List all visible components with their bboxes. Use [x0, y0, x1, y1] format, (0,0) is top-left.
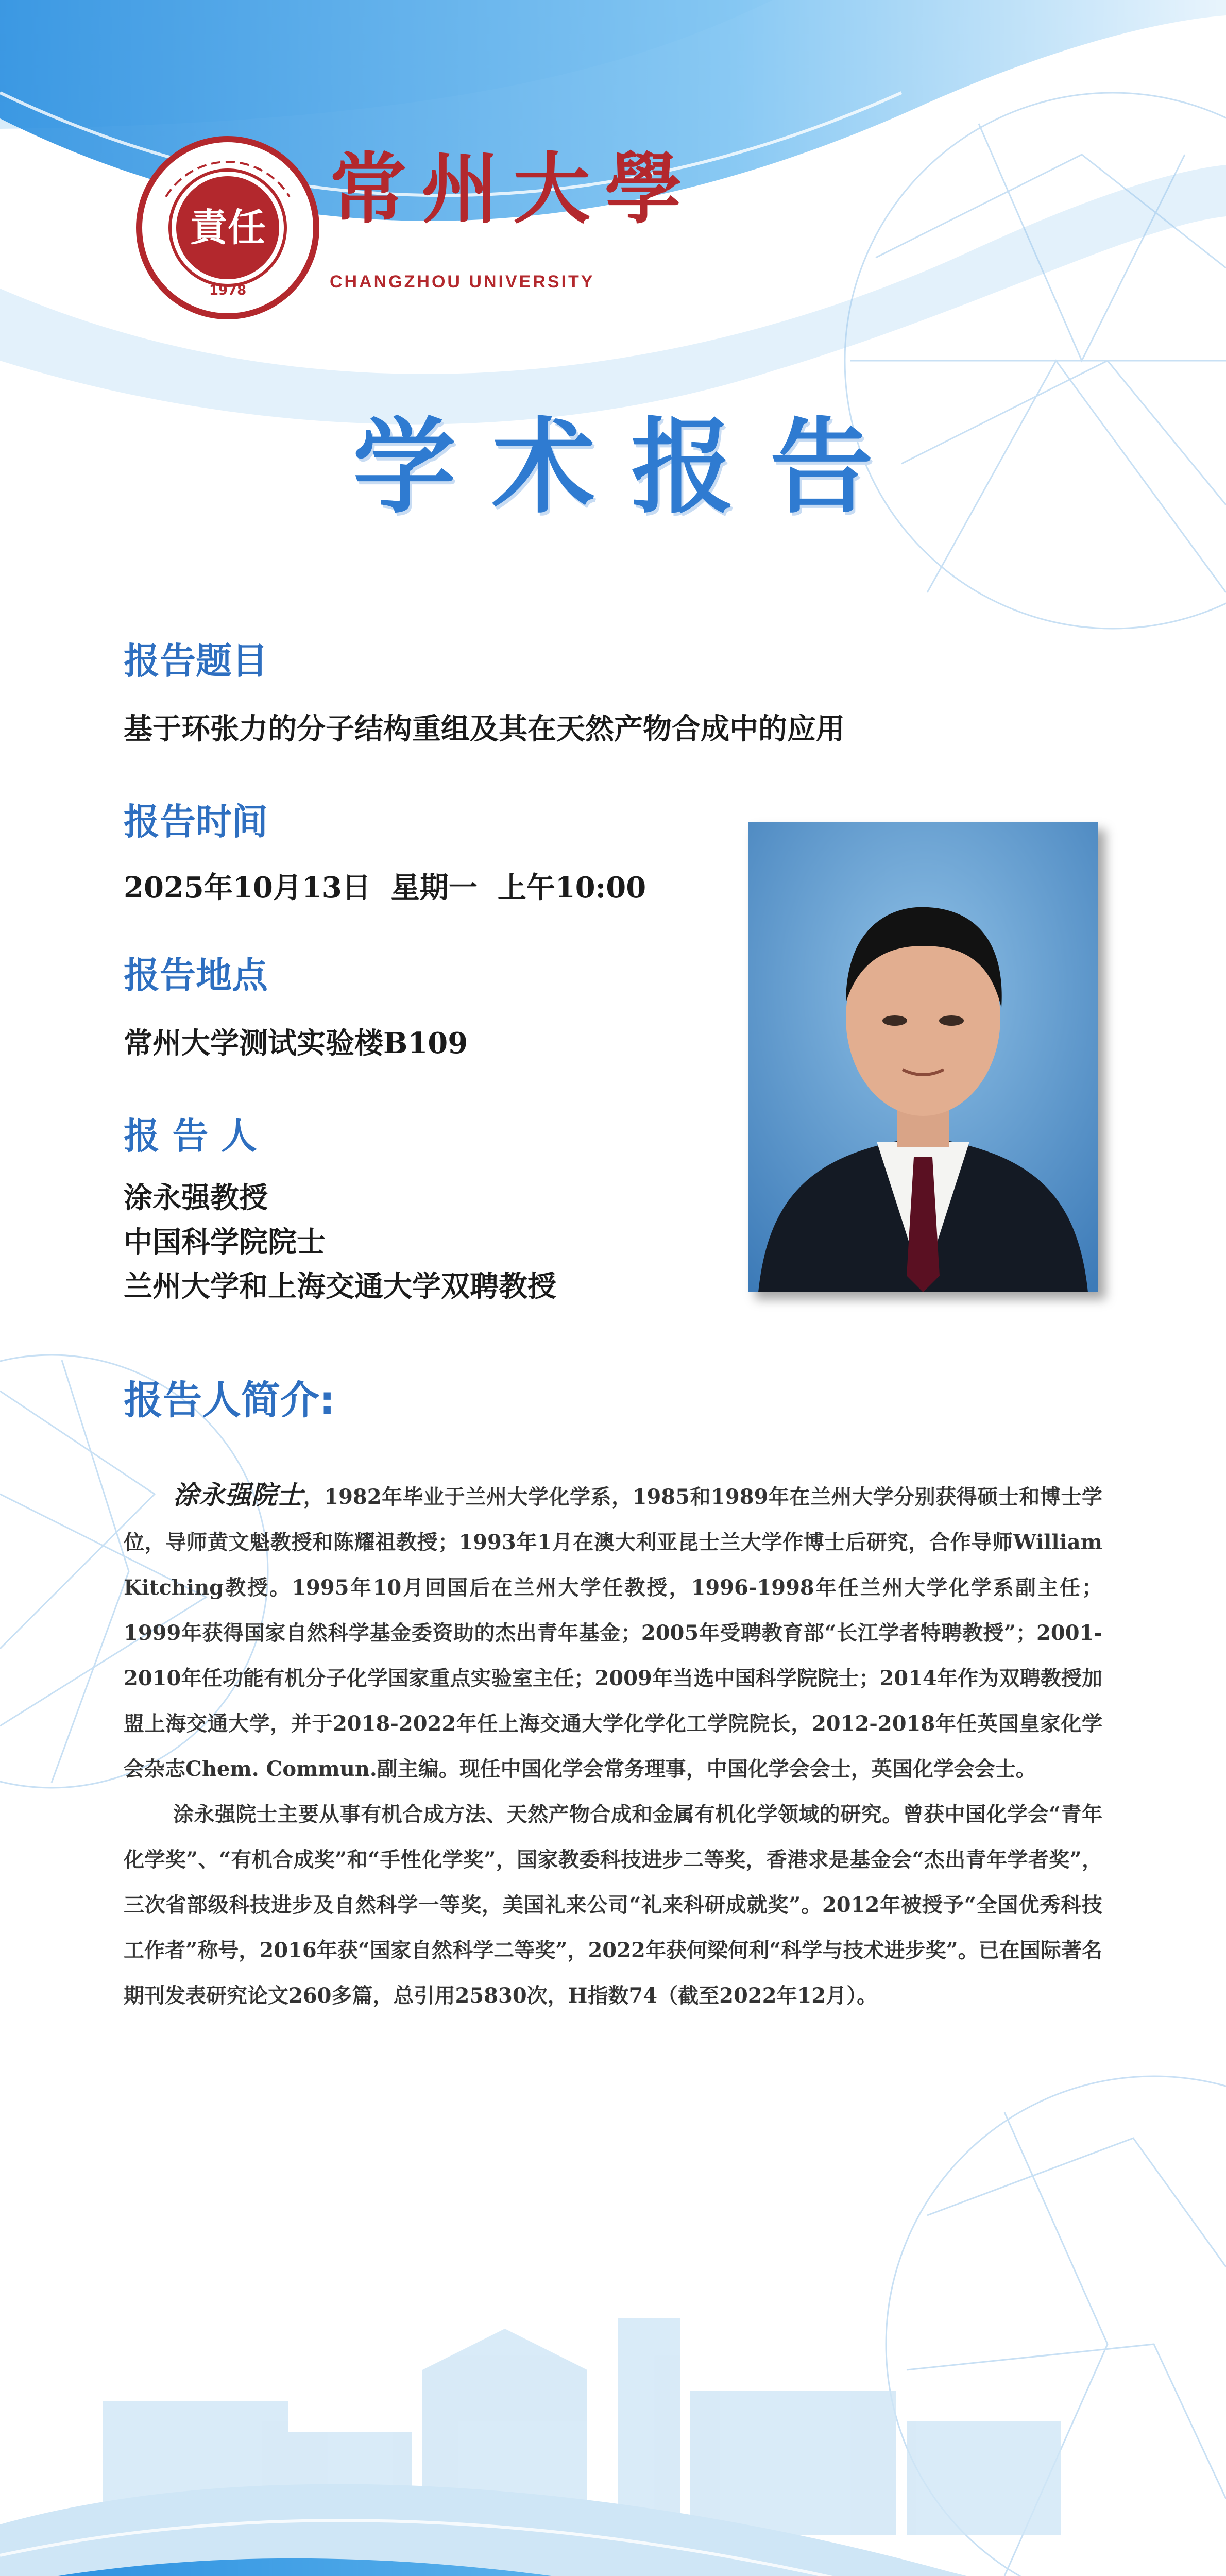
- location-label: 报告地点: [124, 954, 268, 996]
- speaker-title: 中国科学院院士: [124, 1225, 326, 1259]
- topic-value: 基于环张力的分子结构重组及其在天然产物合成中的应用: [124, 712, 845, 746]
- page-title: 学术报告: [352, 408, 909, 528]
- bio-name: 涂永强院士: [173, 1480, 303, 1510]
- bio-title: 报告人简介:: [124, 1377, 335, 1423]
- speaker-label: 报 告 人: [124, 1115, 257, 1157]
- svg-text:責任: 責任: [190, 206, 266, 250]
- speaker-name: 涂永强教授: [124, 1181, 268, 1215]
- location-value: 常州大学测试实验楼B109: [124, 1026, 468, 1060]
- svg-text:1978: 1978: [209, 283, 247, 298]
- speaker-portrait: [748, 822, 1098, 1292]
- time-value: 2025年10月13日 星期一 上午10:00: [124, 871, 646, 905]
- time-label: 报告时间: [124, 801, 268, 843]
- speaker-affiliation: 兰州大学和上海交通大学双聘教授: [124, 1269, 556, 1303]
- bio-paragraph-2: 涂永强院士主要从事有机合成方法、天然产物合成和金属有机化学领域的研究。曾获中国化学会“青年化学奖”、“有机合成奖”和“手性化学奖”，国家教委科技进步二等奖，香港求是基金会“杰出青年学者奖”，三次省部级科技进步及自然科学一等奖，美国礼来公司“礼来科研成就奖”。2012年被授予“全国优秀科技工作者”称号，2016年获“国家自然科学二等奖”，2022年获何梁何利“科学与技术进步奖”。已在国际著名期刊发表研究论文260多篇，总引用25830次，H指数74（截至2022年12月）。: [124, 1802, 1102, 2008]
- university-seal-logo: [135, 135, 320, 320]
- bio-paragraph-1-text: ，1982年毕业于兰州大学化学系，1985和1989年在兰州大学分别获得硕士和博士学位，导师黄文魁教授和陈耀祖教授；1993年1月在澳大利亚昆士兰大学作博士后研究，合作导师William Kitching教授。1995年10月回国后在兰州大学任教授，1996-1998年任兰州大学化学系副主任；1999年获得国家自然科学基金委资助的杰出青年基金；2005年受聘教育部“长江学者特聘教授”；2001-2010年任功能有机分子化学国家重点实验室主任；2009年当选中国科学院院士；2014年作为双聘教授加盟上海交通大学，并于2018-2022年任上海交通大学化学化工学院院长，2012-2018年任英国皇家化学会杂志Chem. Commun.副主编。现任中国化学会常务理事，中国化学会会士，英国化学会会士。: [124, 1485, 1103, 1781]
- topic-label: 报告题目: [124, 640, 268, 682]
- university-name-cn: 常州大學: [330, 144, 697, 234]
- bio-paragraph-1: [124, 1472, 1102, 1792]
- university-name-en: CHANGZHOU UNIVERSITY: [330, 272, 595, 292]
- bio-text: [124, 1472, 1102, 2019]
